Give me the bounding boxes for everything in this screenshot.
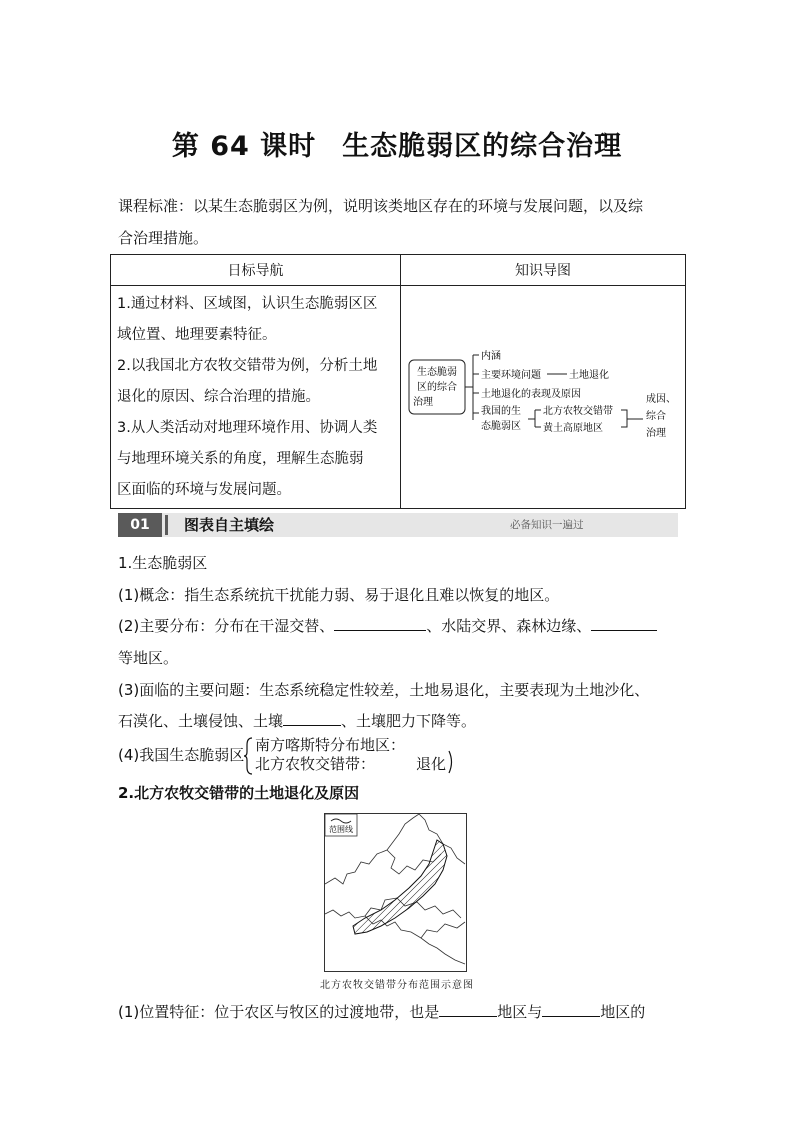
goal-2-line2: 退化的原因、综合治理的措施。 xyxy=(117,389,320,405)
section-divider xyxy=(165,515,168,535)
mindmap-sub-bracket xyxy=(528,410,541,427)
blank-1[interactable] xyxy=(334,616,426,631)
goal-3-line2: 与地理环境关系的角度，理解生态脆弱 xyxy=(117,451,364,467)
mindmap-branch-4-line2: 态脆弱区 xyxy=(481,421,521,432)
blank-2[interactable] xyxy=(591,616,657,631)
guide-table xyxy=(110,254,686,509)
farming-pastoral-map xyxy=(324,813,467,972)
problems-text-2: 、土壤肥力下降等。 xyxy=(341,712,477,730)
section-number: 01 xyxy=(118,513,162,537)
goal-1-line1: 1.通过材料、区域图，认识生态脆弱区区 xyxy=(117,296,378,312)
heading-2: 2.北方农牧交错带的土地退化及原因 xyxy=(118,784,360,802)
section-note: 必备知识一遍过 xyxy=(510,519,584,531)
distribution-line xyxy=(118,615,657,636)
page-title xyxy=(0,124,794,163)
mindmap-sub-2: 黄土高原地区 xyxy=(543,423,603,434)
distribution-text-1: (2)主要分布：分布在干湿交替、 xyxy=(118,617,335,635)
fragile-region-north: 北方农牧交错带： xyxy=(255,755,376,773)
mindmap-branch-4-line1: 我国的生 xyxy=(481,406,521,417)
mindmap-cell xyxy=(401,286,686,509)
mindmap-end-line3: 治理 xyxy=(646,428,666,439)
goal-1 xyxy=(111,286,400,351)
course-standard-line2: 合治理措施。 xyxy=(118,229,209,247)
lesson-topic: 生态脆弱区的综合治理 xyxy=(342,131,623,162)
mindmap-root-line3: 治理 xyxy=(413,397,433,408)
fragile-region-south: 南方喀斯特分布地区： xyxy=(255,736,406,754)
map-caption: 北方农牧交错带分布范围示意图 xyxy=(320,980,474,991)
section-header xyxy=(118,513,678,537)
distribution-end: 等地区。 xyxy=(118,649,179,667)
goal-1-line2: 域位置、地理要素特征。 xyxy=(117,327,277,343)
lesson-number: 第 64 课时 xyxy=(171,131,317,162)
map-figure xyxy=(325,814,466,971)
blank-5[interactable] xyxy=(542,1002,600,1017)
fragile-regions-label: (4)我国生态脆弱区 xyxy=(118,746,245,764)
left-brace xyxy=(244,737,254,775)
mindmap-end-line2: 综合 xyxy=(646,411,666,422)
goal-3-line1: 3.从人类活动对地理环境作用、协调人类 xyxy=(117,420,378,436)
problems-text-1: 石漠化、土壤侵蚀、土壤 xyxy=(118,712,284,730)
goal-3 xyxy=(111,413,400,506)
location-text-3: 地区的 xyxy=(600,1003,646,1021)
problems-line-1: (3)面临的主要问题：生态系统稳定性较差，土地易退化，主要表现为土地沙化、 xyxy=(118,681,650,699)
heading-1: 1.生态脆弱区 xyxy=(118,554,208,572)
goal-header: 日标导航 xyxy=(111,255,401,286)
map-legend-label: 范围线 xyxy=(329,825,353,834)
mindmap-header: 知识导图 xyxy=(401,255,686,286)
goal-2 xyxy=(111,351,400,413)
fragile-region-north-tail: 退化 xyxy=(416,755,447,773)
mindmap-end-bracket xyxy=(621,410,643,427)
blank-4[interactable] xyxy=(439,1002,497,1017)
blank-3[interactable] xyxy=(283,711,341,726)
farming-pastoral-belt xyxy=(353,840,447,934)
goal-cell xyxy=(111,286,401,509)
mindmap-branch-2: 主要环境问题 xyxy=(481,370,541,381)
mindmap-root-line2: 区的综合 xyxy=(417,382,457,393)
mindmap-branch-3: 土地退化的表现及原因 xyxy=(481,389,581,400)
concept-line: (1)概念：指生态系统抗干扰能力弱、易于退化且难以恢复的地区。 xyxy=(118,586,560,604)
distribution-text-2: 、水陆交界、森林边缘、 xyxy=(426,617,592,635)
mindmap-main-bracket xyxy=(465,355,479,420)
section-title: 图表自主填绘 xyxy=(184,516,275,534)
mindmap-end-line1: 成因、 xyxy=(646,394,676,405)
goal-2-line1: 2.以我国北方农牧交错带为例，分析土地 xyxy=(117,358,378,374)
course-standard xyxy=(118,190,680,254)
goal-3-line3: 区面临的环境与发展问题。 xyxy=(117,482,291,498)
location-text-2: 地区与 xyxy=(497,1003,543,1021)
map-boundaries xyxy=(325,814,465,964)
mindmap-root-line1: 生态脆弱 xyxy=(417,367,457,378)
knowledge-mindmap xyxy=(401,286,685,504)
course-standard-line1: 课程标准：以某生态脆弱区为例，说明该类地区存在的环境与发展问题，以及综 xyxy=(118,197,644,215)
location-line xyxy=(118,1001,645,1022)
mindmap-sub-1: 北方农牧交错带 xyxy=(543,406,613,417)
mindmap-branch-1: 内涵 xyxy=(481,351,501,362)
right-paren xyxy=(448,750,456,774)
mindmap-branch-2-result: 土地退化 xyxy=(569,370,609,381)
location-text-1: (1)位置特征：位于农区与牧区的过渡地带，也是 xyxy=(118,1003,440,1021)
problems-line-2 xyxy=(118,710,476,731)
